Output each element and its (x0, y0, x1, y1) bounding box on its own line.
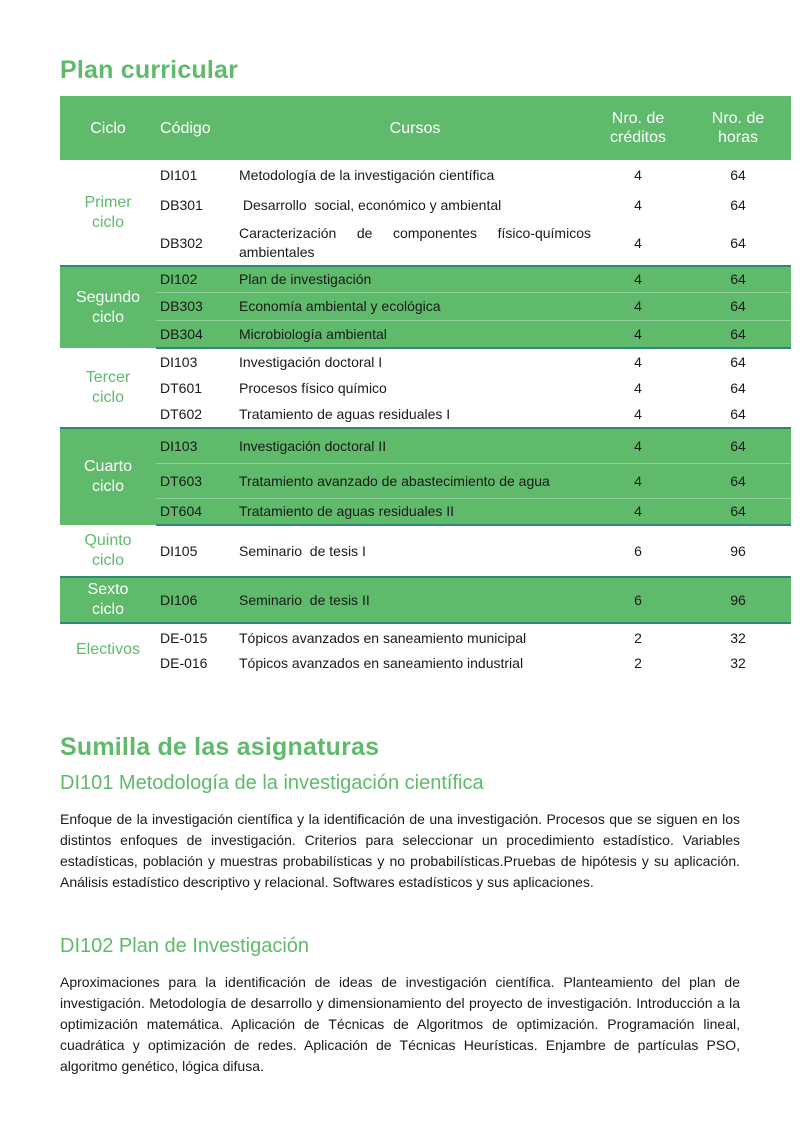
table-row (60, 320, 791, 348)
table-row (60, 525, 791, 577)
course-name: Caracterización de componentes físico-químicos ambientales (239, 224, 591, 260)
course-hours: 64 (685, 463, 791, 498)
header-horas: Nro. de horas (685, 96, 791, 160)
course-credits: 4 (634, 380, 642, 396)
ciclo-label: Segundo ciclo (60, 266, 156, 348)
course-name: Procesos físico químico (239, 380, 387, 396)
course-code: DT601 (160, 380, 203, 396)
course-name: Microbiología ambiental (236, 320, 591, 348)
course-credits: 4 (591, 463, 685, 498)
course-credits: 6 (591, 577, 685, 623)
course-code: DB301 (160, 197, 203, 213)
course-name: Plan de investigación (236, 266, 591, 292)
table-row (60, 266, 791, 292)
course-name: Tratamiento avanzado de abastecimiento de agua (236, 463, 591, 498)
table-row (60, 348, 791, 375)
course-hours: 64 (730, 167, 746, 183)
course-hours: 96 (685, 577, 791, 623)
course-credits: 6 (591, 525, 685, 577)
course-code: DI105 (156, 525, 236, 577)
table-row (60, 292, 791, 320)
ciclo-label: Tercer ciclo (85, 368, 131, 406)
table-header-row (60, 96, 791, 160)
course-hours: 64 (685, 320, 791, 348)
course-credits: 4 (634, 354, 642, 370)
course-name: Tratamiento de aguas residuales I (239, 406, 451, 422)
table-row (60, 160, 791, 190)
curriculum-table (60, 96, 791, 675)
course-hours: 32 (730, 629, 746, 646)
sumilla-heading-di101: DI101 Metodología de la investigación científica (60, 772, 484, 794)
table-row (60, 428, 791, 463)
table-row (60, 623, 791, 651)
course-hours: 64 (685, 292, 791, 320)
course-hours: 32 (730, 655, 746, 671)
ciclo-label: Primer ciclo (84, 193, 132, 231)
course-credits: 4 (634, 197, 642, 213)
course-credits: 4 (634, 406, 642, 422)
course-code: DI103 (160, 354, 198, 370)
header-ciclo: Ciclo (60, 96, 156, 160)
course-name: Tópicos avanzados en saneamiento municipal (239, 629, 527, 646)
sumilla-heading-di102: DI102 Plan de Investigación (60, 935, 310, 957)
sumilla-text-di101: Enfoque de la investigación científica y la identificación de una investigación. Procesos que se siguen en los distintos enfoques de investigación. Criterios para seleccionar un procedimiento estadístico. Variables estadísticas, población y muestras probabilísticas y no probabilísticas.Pruebas de hipótesis y su aplicación. Análisis estadístico descriptivo y relacional. Softwares estadísticos y sus aplicaciones. (60, 811, 740, 890)
course-hours: 64 (730, 197, 746, 213)
course-code: DI106 (156, 577, 236, 623)
sumilla-text-di102: Aproximaciones para la identificación de ideas de investigación científica. Planteamiento del plan de investigación. Metodología de desarrollo y dimensionamiento del proyecto de investigación. Introducción a la optimización matemática. Aplicación de Técnicas de Algoritmos de optimización. Programación lineal, cuadrática y optimización de redes. Aplicación de Técnicas Heurísticas. Enjambre de partículas PSO, algoritmo genético, lógica difusa. (60, 974, 740, 1074)
course-hours: 64 (685, 428, 791, 463)
course-code: DT602 (160, 406, 203, 422)
header-cursos: Cursos (236, 96, 591, 160)
table-row (60, 401, 791, 428)
table-row (60, 375, 791, 401)
ciclo-label: Electivos (75, 640, 141, 658)
course-code: DI102 (156, 266, 236, 292)
table-row (60, 463, 791, 498)
course-credits: 4 (591, 266, 685, 292)
table-row (60, 577, 791, 623)
course-code: DT604 (156, 498, 236, 525)
ciclo-label: Sexto ciclo (60, 577, 156, 623)
course-name: Seminario de tesis I (236, 525, 591, 577)
table-row (60, 498, 791, 525)
course-name: Investigación doctoral II (236, 428, 591, 463)
course-code: DE-016 (160, 655, 208, 671)
course-hours: 64 (685, 498, 791, 525)
course-code: DI101 (160, 167, 198, 183)
course-name: Seminario de tesis II (236, 577, 591, 623)
course-credits: 4 (591, 428, 685, 463)
course-credits: 4 (634, 234, 642, 251)
course-name: Investigación doctoral I (239, 354, 383, 370)
ciclo-label: Quinto ciclo (60, 525, 156, 577)
course-code: DE-015 (160, 629, 208, 646)
course-credits: 4 (591, 292, 685, 320)
course-name: Tratamiento de aguas residuales II (236, 498, 591, 525)
course-credits: 4 (634, 167, 642, 183)
course-credits: 2 (634, 629, 642, 646)
course-code: DI103 (156, 428, 236, 463)
table-row (60, 190, 791, 220)
course-hours: 64 (730, 354, 746, 370)
table-row (60, 220, 791, 266)
course-hours: 64 (685, 266, 791, 292)
course-code: DB304 (156, 320, 236, 348)
course-name: Economía ambiental y ecológica (236, 292, 591, 320)
course-hours: 96 (685, 525, 791, 577)
course-credits: 4 (591, 498, 685, 525)
course-hours: 64 (730, 234, 746, 251)
header-creditos: Nro. de créditos (591, 96, 685, 160)
course-name: Metodología de la investigación científica (239, 167, 495, 183)
ciclo-label: Cuarto ciclo (60, 428, 156, 525)
sumilla-title: Sumilla de las asignaturas (60, 733, 380, 761)
course-code: DB302 (160, 234, 203, 251)
table-row (60, 651, 791, 675)
course-credits: 2 (634, 655, 642, 671)
course-name: Tópicos avanzados en saneamiento industrial (239, 655, 524, 671)
course-credits: 4 (591, 320, 685, 348)
course-hours: 64 (730, 406, 746, 422)
course-code: DB303 (156, 292, 236, 320)
header-codigo: Código (156, 96, 236, 160)
course-hours: 64 (730, 380, 746, 396)
course-code: DT603 (156, 463, 236, 498)
course-name: Desarrollo social, económico y ambiental (239, 197, 502, 213)
plan-title: Plan curricular (60, 56, 239, 84)
